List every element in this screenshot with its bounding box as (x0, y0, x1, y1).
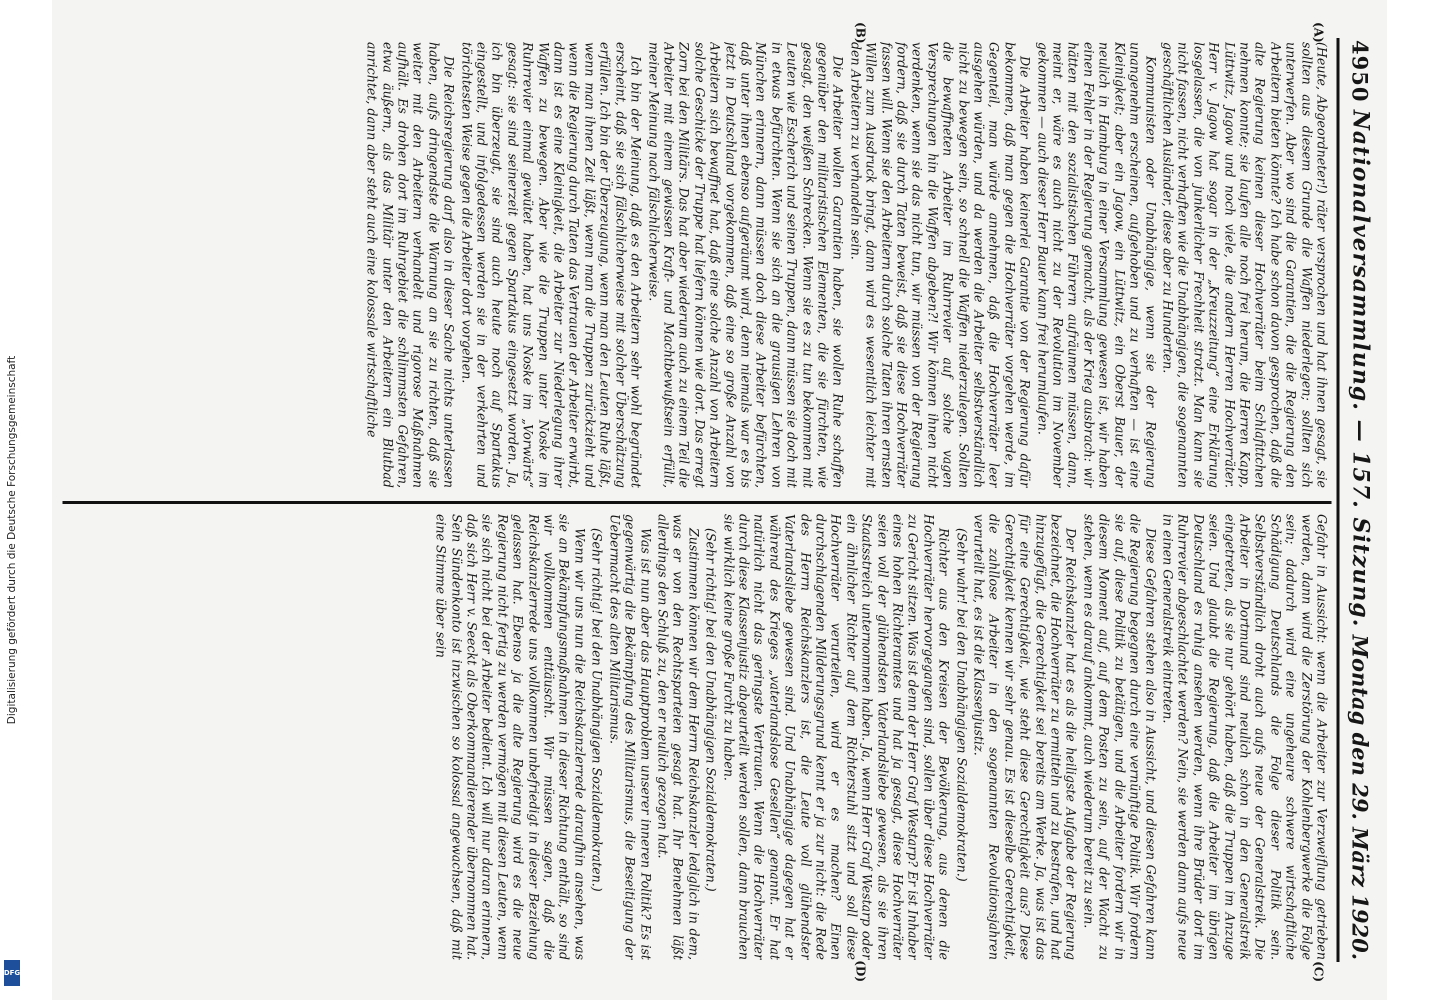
paragraph: Diese Gefahren stehen also in Aussicht, und diesen Gefahren kann die Regierung begegnen durch eine vernünftige Politik. Wir fordern sie auf, diese Politik zu betätigen, und die Arbeiter fordern wir in diesem Moment auf, auf dem Posten zu sein, auf der Wacht zu stehen, wenn es darauf ankommt, auch wiederum bereit zu sein. (1080, 514, 1158, 960)
text-column-right (64, 514, 1329, 960)
paragraph: Der Reichskanzler hat es als die heiligste Aufgabe der Regierung bezeichnet, die Hochverräter zu ermitteln und zu bestrafen, und hat hinzugefügt, die Gerechtigkeit sei bereits am Werke. Ja, was ist das für eine Gerechtigkeit, wie steht diese Gerechtigkeit aus? Diese Gerechtigkeit kennen wir sehr genau. Es ist dieselbe Gerechtigkeit, die zahllose Arbeiter in den sogenannten Revolutionsjahren verurteilt hat, es ist die Klassenjustiz. (971, 514, 1079, 960)
column-divider (62, 501, 1331, 504)
paragraph: Was ist nun aber das Hauptproblem unserer inneren Politik? Es ist gegenwärtig die Bekämpfung des Militarismus, die Beseitigung der Uebermacht des alten Militarismus. (606, 514, 653, 960)
interjection: (Sehr wahr! bei den Unabhängigen Sozialdemokraten.) (953, 528, 969, 882)
credit-text: Digitalisierung gefördert durch die Deutsche Forschungsgemeinschaft (6, 355, 18, 725)
interjection: (Sehr richtig! bei den Unabhängigen Sozialdemokraten.) (589, 528, 605, 892)
session-date: Montag den 29. März 1920. (1347, 634, 1373, 960)
header-rule (1336, 38, 1339, 962)
paragraph: Kommunisten oder Unabhängige, wenn sie der Regierung unangenehm erscheinen, aufgehoben und zu verhaften — ist eine Kleinigkeit; aber ein Jagow, ein Lüttwitz, ein Oberst Bauer, der neulich in Hamburg in einer Versammlung gewesen ist, wir haben einen Fehler in der Regierung gemacht, als der Krieg ausbrach: wir hätten mit den sozialistischen Führern aufräumen müssen, dann, meint er, wäre es auch nicht zu der Revolution im November gekommen — auch dieser Herr Bauer kann frei herumlaufen. (1034, 42, 1158, 488)
paragraph: (Heute, Abgeordneter!) räter versprochen und hat ihnen gesagt, sie sollten aus diesem Grunde die Waffen niederlegen; sollten sich unterwerfen. Aber wo sind die Garantien, die die Regierung den Arbeitern bieten könnte? Ich habe schon davon gesprochen, daß die alte Regierung keinen dieser Hochverräter beim Schlafittchen nehmen konnte; sie laufen alle noch frei herum, die Herren Kapp, Lüttwitz, Jagow und noch viele, die andern Herren Hochverräter. Herr v. Jagow hat sogar in der „Kreuzzeitung“ eine Erklärung losgelassen, die von junkerlicher Frechheit strotzt. Man kann sie nicht fassen, nicht verhaften wie die Unabhängigen, die sogenannten geschäftlichen Ausländer, diese aber zu Hunderten. (1159, 42, 1329, 488)
digitization-credit-strip (0, 0, 24, 1000)
paragraph: Die Arbeiter wollen Garantien haben, sie wollen Ruhe schaffen gegenüber den militaristischen Elementen, die sie fürchten, wie gesagt, den weißen Schrecken. Wenn sie es zu tun bekommen mit Leuten wie Escherich und seinen Truppen, dann müssen sie doch mit in etwas befürchten. Wenn sie sich an die grausigen Lehren von München erinnern, dann müssen doch diese Arbeiter befürchten, daß unter ihnen ebenso aufgeräumt wird, denn niemals war es bis jetzt in Deutschland vorgekommen, daß eine so große Anzahl von Arbeitern sich bewaffnet hat, daß eine solche Anzahl von Arbeitern solche Geschicke der Truppe hat liefern können wie dort. Das erregt Zorn bei den Militärs. Das hat aber wiederum auch zu einem Teil die Arbeiter mit einem gewissen Kraft- und Machtbewußtsein erfüllt, meiner Meinung nach fälschlicherweise. (645, 42, 846, 488)
margin-marker-d: (D) (853, 960, 867, 982)
printed-page (52, 20, 1387, 980)
margin-marker-c: (C) (1311, 961, 1325, 982)
text-column-left (64, 42, 1329, 488)
paragraph: Ich bin der Meinung, daß es den Arbeitern sehr wohl begründet erscheint, daß sie sich fälschlicherweise mit solcher Überschätzung erfüllen. Ich bin der Überzeugung, wenn man den Leuten Ruhe läßt, wenn man ihnen Zeit läßt, wenn man die Truppen zurückzieht und wenn die Regierung durch Taten das Vertrauen der Arbeiter erwirbt, dann ist es eine Kleinigkeit, die Arbeiter zur Niederlegung ihrer Waffen zu bewegen. Aber wie die Truppen unter Noske im Ruhrrevier einmal gewütet haben, hat uns Noske im „Vorwärts“ gesagt: sie sind seinerzeit gegen Spartakus eingesetzt worden. Ja, ich bin überzeugt, sie sind auch heute noch auf Spartakus eingestellt, und infolgedessen werden sie in der verkehrten und törichtesten Weise gegen die Arbeiter dort vorgehen. (458, 42, 644, 488)
paragraph: Wenn wir uns nun die Reichskanzlerrede daraufhin ansehen, was sie an Bekämpfungsmaßnahmen in dieser Richtung enthält, so sind wir vollkommen enttäuscht. Wir müssen sagen, daß die Reichskanzlerrede uns vollkommen unbefriedigt in dieser Beziehung gelassen hat. Ebenso ja die alte Regierung wird es die neue Regierung nicht fertig zu werden vermögen mit diesen Leuten, wenn sie sich nicht bei der Arbeiter bedient. Ich will nur daran erinnern, daß sich Herr v. Seeckt als Oberkommandierender übernommen hat. Sein Sündenkonto ist inzwischen so kolossal angewachsen, daß mit eine Stimme über sein (433, 514, 587, 960)
paragraph: Gefahr in Aussicht: wenn die Arbeiter zur Verzweiflung getrieben werden, dann wird die Zerstörung der Kohlenbergwerke die Folge sein; dadurch wird eine ungeheure schwere wirtschaftliche Schädigung Deutschlands die Folge dieser Politik sein. Selbstverständlich droht auch aufs neue der Generalstreik. Die Arbeiter in Dortmund sind neulich schon in den Generalstreik eingetreten, als sie nur gehört haben, daß die Truppen im Anzuge seien. Und glaubt die Regierung, daß die Arbeiter im übrigen Deutschland es ruhig ansehen werden, wenn ihre Brüder dort im Ruhrrevier abgeschlachtet werden? Nein, sie werden dann aufs neue in einen Generalstreik eintreten. (1159, 514, 1329, 960)
running-title: Nationalversammlung. — 157. Sitzung. (1347, 109, 1373, 628)
dfg-logo-icon: DFG (4, 960, 20, 986)
paragraph: Die Arbeiter haben keinerlei Garantie von der Regierung dafür bekommen, daß man gegen die Hochverräter vorgehen werde, im Gegenteil, man würde annehmen, daß die Hochverräter leer ausgehen würden, und da werden die Arbeiter selbstverständlich nicht zu bewegen sein, so schnell die Waffen niederzulegen. Sollten die bewaffneten Arbeiter im Ruhrrevier auf solche vagen Versprechungen hin die Waffen abgeben?! Wir können ihnen nicht verdenken, wenn sie das nicht tun, wir müssen von der Regierung fordern, daß sie durch Taten beweist, daß sie diese Hochverräter fassen will. Wenn sie den Arbeitern durch solche Taten ihren ernsten Willen zum Ausdruck bringt, dann wird es wesentlich leichter mit den Arbeitern zu verhandeln sein. (847, 42, 1033, 488)
paragraph: Richter aus den Kreisen der Bevölkerung, aus denen die Hochverräter hervorgegangen sind, sollen über diese Hochverräter zu Gericht sitzen. Was ist denn der Herr Graf Westarp? Er ist Inhaber eines hohen Richteramtes und hat ja gesagt, diese Hochverräter seien voll der glühendsten Vaterlandsliebe gewesen, als sie ihren Staatsstreich unternommen haben. Ja, wenn Herr Graf Westarp oder ein ähnlicher Richter auf dem Richterstuhl sitzt und soll diese Hochverräter verurteilen, wird er es machen? Einen durchschlagenden Milderungsgrund kennt er ja zur nicht: die Rede des Herrn Reichskanzlers ist, die Leute voll glühendster Vaterlandsliebe gewesen sind. Und Unabhängige dagegen hat er während des Krieges „vaterlandslose Gesellen“ genannt. Er hat natürlich nicht das geringste Vertrauen. Wenn die Hochverräter durch diese Klassenjustiz abgeurteilt werden sollen, dann brauchen sie wirklich keine große Furcht zu haben. (720, 514, 952, 960)
margin-marker-b: (B) (853, 22, 867, 44)
paragraph: Die Reichsregierung darf also in dieser Sache nichts unterlassen haben, aufs dringendste die Warnung an sie zu richten, daß sie weiter mit den Arbeitern verhandelt und rigorose Maßnahmen aufhält. Es drohen dort im Ruhrgebiet die schlimmsten Gefahren, etwa äußern, als das Militär unter den Arbeitern ein Blutbad anrichtet, dann aber steht auch eine kolossale wirtschaftliche (364, 42, 457, 488)
paragraph: Zustimmen können wir dem Herrn Reichskanzler lediglich in dem, was er von den Rechtsparteien gesagt hat. Ihr Benehmen läßt allerdings den Schluß zu, den er neulich gezogen hat. (654, 514, 701, 960)
scanned-page (52, 0, 1387, 1000)
margin-marker-a: (A) (1311, 22, 1325, 43)
page-number: 4950 (1347, 40, 1373, 103)
page-header (1343, 40, 1377, 960)
interjection: (Sehr richtig! bei den Unabhängigen Sozialdemokraten.) (703, 528, 719, 892)
